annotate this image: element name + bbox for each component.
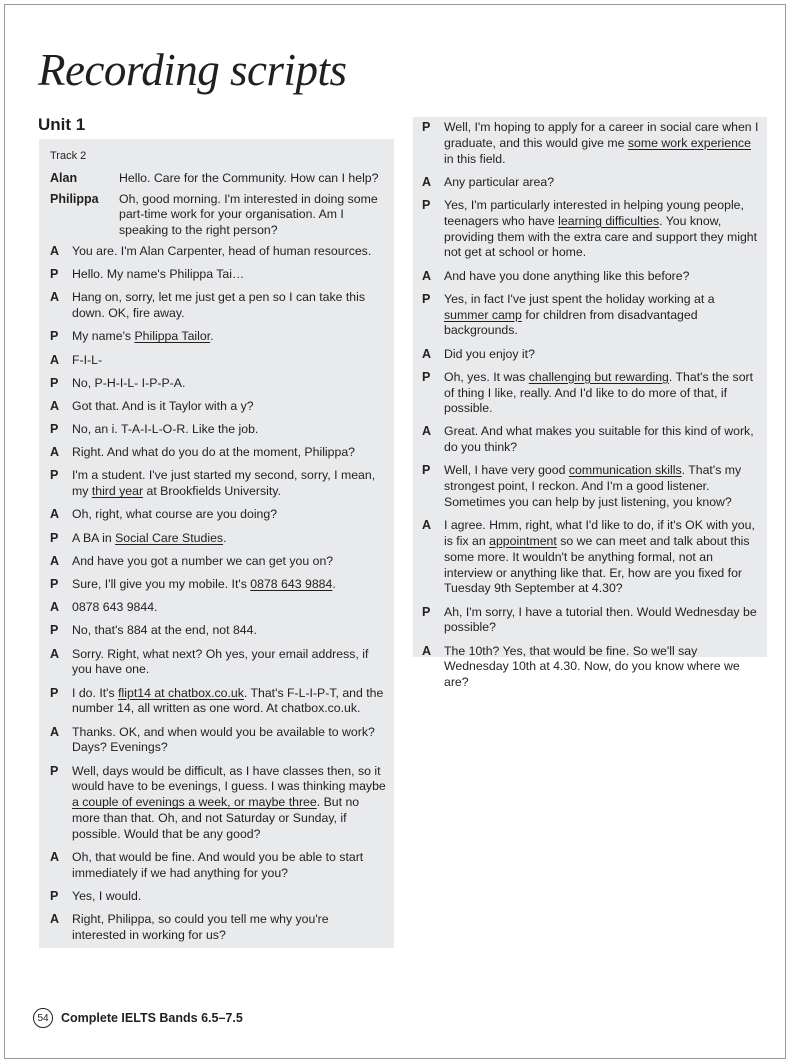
speaker-label: A [422, 518, 432, 533]
dialogue-line [50, 725, 386, 757]
speech-text [72, 600, 386, 616]
speech-fragment: . [210, 329, 214, 344]
speaker-label: P [422, 197, 431, 212]
speech-fragment: Yes, in fact I've just spent the holiday working at a [444, 291, 715, 306]
track-label: Track 2 [50, 150, 87, 162]
speaker-label: P [422, 604, 431, 619]
dialogue-line [422, 424, 759, 456]
dialogue-line [422, 347, 759, 363]
speech-fragment: Sure, I'll give you my mobile. It's [72, 577, 251, 592]
speech-text [72, 725, 386, 757]
speech-text [119, 192, 386, 239]
dialogue-line [422, 175, 759, 191]
dialogue-line [50, 399, 386, 415]
speech-text [444, 120, 759, 167]
speech-fragment: F-I-L- [72, 352, 103, 367]
speech-text [444, 370, 759, 417]
dialogue-line [50, 267, 386, 283]
underlined-answer: summer camp [444, 307, 522, 322]
dialogue-line [50, 171, 386, 187]
dialogue-line [50, 376, 386, 392]
page-footer [33, 1008, 243, 1028]
dialogue-line [50, 244, 386, 260]
speaker-label: P [422, 463, 431, 478]
speech-text [444, 644, 759, 691]
speaker-label: A [50, 445, 60, 460]
speaker-label: P [50, 763, 59, 778]
speech-fragment: I agree. Hmm, right, what I'd like to do, if it's OK with you, is fix an [444, 518, 755, 549]
dialogue-line [50, 290, 386, 322]
speech-text [444, 463, 759, 510]
speech-fragment: . You know, providing them with the extra care and support they might not get at school or home. [444, 213, 758, 260]
speech-fragment: for children from disadvantaged backgrounds. [444, 307, 698, 338]
speech-fragment: And have you got a number we can get you on? [72, 553, 334, 568]
speech-fragment: Right. And what do you do at the moment, Philippa? [72, 445, 356, 460]
dialogue-line [50, 192, 386, 239]
speaker-label: Philippa [50, 191, 99, 206]
dialogue-line [50, 623, 386, 639]
underlined-answer: a couple of evenings a week, or maybe three [72, 795, 317, 810]
speech-fragment: Oh, good morning. I'm interested in doing some part-time work for your organisation. Am I speaking to the right person? [119, 191, 378, 238]
script-box-right [413, 117, 767, 690]
speech-text [72, 468, 386, 500]
speech-fragment: Great. And what makes you suitable for this kind of work, do you think? [444, 424, 754, 455]
speaker-label: P [50, 530, 59, 545]
speech-text [72, 577, 386, 593]
speaker-label: A [50, 398, 60, 413]
speaker-label: A [50, 912, 60, 927]
speaker-label: P [50, 623, 59, 638]
speaker-label: P [50, 577, 59, 592]
speech-text [72, 554, 386, 570]
dialogue-line [50, 850, 386, 882]
dialogue-line [50, 686, 386, 718]
dialogue-list-left [50, 171, 386, 944]
dialogue-line [50, 764, 386, 843]
speaker-label: A [422, 174, 432, 189]
speech-fragment: . [332, 577, 336, 592]
speaker-label: A [50, 553, 60, 568]
speaker-label: P [422, 120, 431, 134]
speech-text [72, 531, 386, 547]
dialogue-line [50, 422, 386, 438]
speech-fragment: 0878 643 9844. [72, 600, 158, 615]
speaker-label: A [50, 290, 60, 305]
speech-fragment: so we can meet and talk about this some more. It wouldn't be anything formal, not an interview or anything like that. Er, how are you fixed for Tuesday 9th September at 4.30? [444, 534, 750, 596]
underlined-answer: challenging but rewarding [528, 369, 669, 384]
speech-fragment: A BA in [72, 530, 116, 545]
dialogue-line [422, 463, 759, 510]
dialogue-line [422, 120, 759, 167]
speech-fragment: Hello. Care for the Community. How can I help? [119, 170, 379, 185]
speaker-label: A [422, 268, 432, 283]
dialogue-list-right [422, 120, 759, 691]
speech-fragment: Well, I'm hoping to apply for a career in social care when I graduate, and this would give me [444, 120, 759, 150]
dialogue-line [422, 292, 759, 339]
speech-text [72, 422, 386, 438]
speaker-label: A [422, 346, 432, 361]
dialogue-line [50, 889, 386, 905]
dialogue-line [50, 445, 386, 461]
speech-text [72, 647, 386, 679]
speaker-label: P [50, 267, 59, 282]
speech-text [72, 623, 386, 639]
dialogue-line [50, 577, 386, 593]
speaker-label: A [50, 507, 60, 522]
underlined-answer: appointment [489, 534, 557, 549]
speaker-label: P [50, 468, 59, 483]
speech-text [72, 889, 386, 905]
speaker-label: A [422, 424, 432, 439]
speech-text [72, 686, 386, 718]
speech-text [72, 399, 386, 415]
speech-text [444, 175, 759, 191]
speech-fragment: Right, Philippa, so could you tell me why you're interested in working for us? [72, 912, 329, 942]
speaker-label: P [422, 291, 431, 306]
speech-fragment: Well, days would be difficult, as I have classes then, so it would have to be evenings, I guess. I was thinking maybe [72, 763, 386, 794]
dialogue-line [422, 198, 759, 261]
speech-fragment: Yes, I'm particularly interested in helping young people, teenagers who have [444, 197, 744, 228]
page-title: Recording scripts [38, 45, 347, 95]
dialogue-line [50, 353, 386, 369]
speech-fragment: at Brookfields University. [143, 484, 281, 499]
speech-fragment: No, an i. T-A-I-L-O-R. Like the job. [72, 422, 259, 437]
speech-fragment: I'm a student. I've just started my second, sorry, I mean, my [72, 468, 376, 499]
speech-text [72, 507, 386, 523]
speaker-label: P [50, 685, 59, 700]
underlined-answer: 0878 643 9884 [250, 577, 333, 592]
speaker-label: A [50, 243, 60, 258]
page-number-badge: 54 [33, 1008, 53, 1028]
speech-fragment: . But no more than that. Oh, and not Saturday or Sunday, if possible. Would that be any good? [72, 795, 360, 841]
underlined-answer: third year [91, 484, 144, 499]
dialogue-line [50, 507, 386, 523]
underlined-answer: some work experience [627, 135, 751, 150]
speech-text [444, 198, 759, 261]
underlined-answer: flipt14 at chatbox.co.uk [118, 685, 244, 700]
speech-text [72, 244, 386, 260]
speech-fragment: Oh, right, what course are you doing? [72, 507, 278, 522]
speech-fragment: . [223, 530, 227, 545]
speech-text [444, 269, 759, 285]
speech-text [444, 605, 759, 637]
speech-text [72, 445, 386, 461]
speaker-label: P [50, 329, 59, 344]
speech-text [72, 353, 386, 369]
speaker-label: P [50, 888, 59, 903]
speech-fragment: And have you done anything like this before? [444, 268, 690, 283]
speech-text [72, 376, 386, 392]
speech-fragment: Oh, yes. It was [444, 369, 529, 384]
speaker-label: A [50, 724, 60, 739]
dialogue-line [422, 370, 759, 417]
speech-text [72, 764, 386, 843]
speech-fragment: Well, I have very good [444, 463, 569, 478]
speech-fragment: Yes, I would. [72, 888, 142, 903]
script-box-left [39, 139, 394, 948]
dialogue-line [50, 554, 386, 570]
underlined-answer: Philippa Tailor [134, 329, 211, 344]
speech-fragment: Any particular area? [444, 174, 555, 189]
speaker-label: A [422, 643, 432, 658]
speaker-label: P [50, 375, 59, 390]
speech-text [444, 292, 759, 339]
speaker-label: Alan [50, 170, 78, 185]
speech-text [72, 850, 386, 882]
dialogue-line [422, 605, 759, 637]
speaker-label: A [50, 600, 60, 615]
speech-text [72, 290, 386, 322]
dialogue-line [50, 531, 386, 547]
dialogue-line [50, 912, 386, 944]
speech-text [72, 267, 386, 283]
dialogue-line [50, 329, 386, 345]
speech-fragment: Oh, that would be fine. And would you be able to start immediately if we had anything for you? [72, 849, 364, 880]
unit-heading: Unit 1 [38, 115, 86, 134]
speaker-label: A [50, 646, 60, 661]
speech-fragment: Got that. And is it Taylor with a y? [72, 398, 254, 413]
dialogue-line [422, 269, 759, 285]
dialogue-line [50, 600, 386, 616]
dialogue-line [50, 647, 386, 679]
speech-fragment: in this field. [444, 151, 506, 166]
speech-text [444, 424, 759, 456]
speech-text [72, 912, 386, 944]
speech-fragment: Thanks. OK, and when would you be available to work? Days? Evenings? [72, 724, 375, 755]
speech-fragment: No, that's 884 at the end, not 844. [72, 623, 257, 638]
speech-fragment: Hang on, sorry, let me just get a pen so I can take this down. OK, fire away. [72, 290, 365, 321]
speech-text [444, 347, 759, 363]
speech-text [444, 518, 759, 597]
speech-fragment: Sorry. Right, what next? Oh yes, your email address, if you have one. [72, 646, 369, 677]
dialogue-line [50, 468, 386, 500]
speaker-label: P [50, 422, 59, 437]
speech-fragment: . That's F-L-I-P-T, and the number 14, all written as one word. At chatbox.co.uk. [72, 685, 384, 716]
speech-fragment: Ah, I'm sorry, I have a tutorial then. Would Wednesday be possible? [444, 604, 757, 635]
underlined-answer: Social Care Studies [115, 530, 224, 545]
speech-fragment: No, P-H-I-L- I-P-P-A. [72, 375, 186, 390]
speech-fragment: . That's the sort of thing I like, really. And I'd like to do more of that, if possible. [444, 369, 754, 416]
speech-fragment: Did you enjoy it? [444, 346, 535, 361]
speaker-label: A [50, 352, 60, 367]
underlined-answer: communication skills [568, 463, 682, 478]
speech-fragment: You are. I'm Alan Carpenter, head of human resources. [72, 243, 372, 258]
speech-fragment: The 10th? Yes, that would be fine. So we'll say Wednesday 10th at 4.30. Now, do you know where we are? [444, 643, 740, 690]
speech-fragment: Hello. My name's Philippa Tai… [72, 267, 245, 282]
speech-fragment: I do. It's [72, 685, 119, 700]
speaker-label: P [422, 369, 431, 384]
speech-fragment: My name's [72, 329, 135, 344]
book-title: Complete IELTS Bands 6.5–7.5 [61, 1011, 243, 1025]
dialogue-line [422, 644, 759, 691]
underlined-answer: learning difficulties [558, 213, 660, 228]
speech-text [72, 329, 386, 345]
speaker-label: A [50, 849, 60, 864]
dialogue-line [422, 518, 759, 597]
speech-text [119, 171, 386, 187]
speech-fragment: . That's my strongest point, I reckon. And I'm a good listener. Sometimes you can help by just listening, you know? [444, 463, 742, 510]
